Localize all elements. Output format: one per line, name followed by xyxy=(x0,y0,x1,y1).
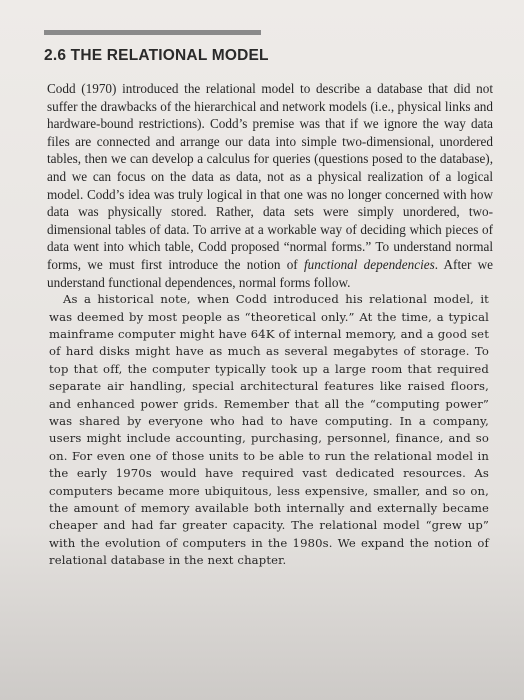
paragraph-1-text-b: . After we understand functional dependences, normal forms follow. xyxy=(47,256,493,290)
emphasis-functional-dependencies: functional dependencies xyxy=(303,256,435,272)
paragraph-2: As a historical note, when Codd introduced his relational model, it was deemed by most people as “theoretical only.” At the time, a typical mainframe computer might have 64K of internal memory, and a good set of hard disks might have as much as several megabytes of storage. To top that off, the computer typically took up a large room that required separate air handling, special architectural features like raised floors, and enhanced power grids. Remember that all the “computing power” was shared by everyone who had to have computing. In a company, users might include accounting, purchasing, personnel, finance, and so on. For even one of those units to be able to run the relational model in the early 1970s would have required vast dedicated resources. As computers became more ubiquitous, less expensive, smaller, and so on, the amount of memory available both internally and externally became cheaper and had far greater capacity. The relational model “grew up” with the evolution of computers in the 1980s. We expand the notion of relational database in the next chapter. xyxy=(49,292,489,568)
paragraph-1 xyxy=(47,80,493,291)
section-heading: 2.6 THE RELATIONAL MODEL xyxy=(44,47,269,64)
paragraph-1-text-a: Codd (1970) introduced the relational model to describe a database that did not suffer the drawbacks of the hierarchical and network models (i.e., physical links and hardware-bound restrictions). Codd’s premise was that if we ignore the way data files are connected and arrange our data into simple two-dimensional, unordered tables, then we can develop a calculus for queries (questions posed to the database), and we can focus on the data as data, not as a physical realization of a logical model. Codd’s idea was truly logical in that one was no longer concerned with how data was physically stored. Rather, data sets were simply unordered, two-dimensional tables of data. To arrive at a workable way of deciding which pieces of data went into which table, Codd proposed “normal forms.” To understand normal forms, we must first introduce the notion of xyxy=(47,81,493,272)
body-text xyxy=(47,80,493,570)
section-rule xyxy=(44,30,261,35)
